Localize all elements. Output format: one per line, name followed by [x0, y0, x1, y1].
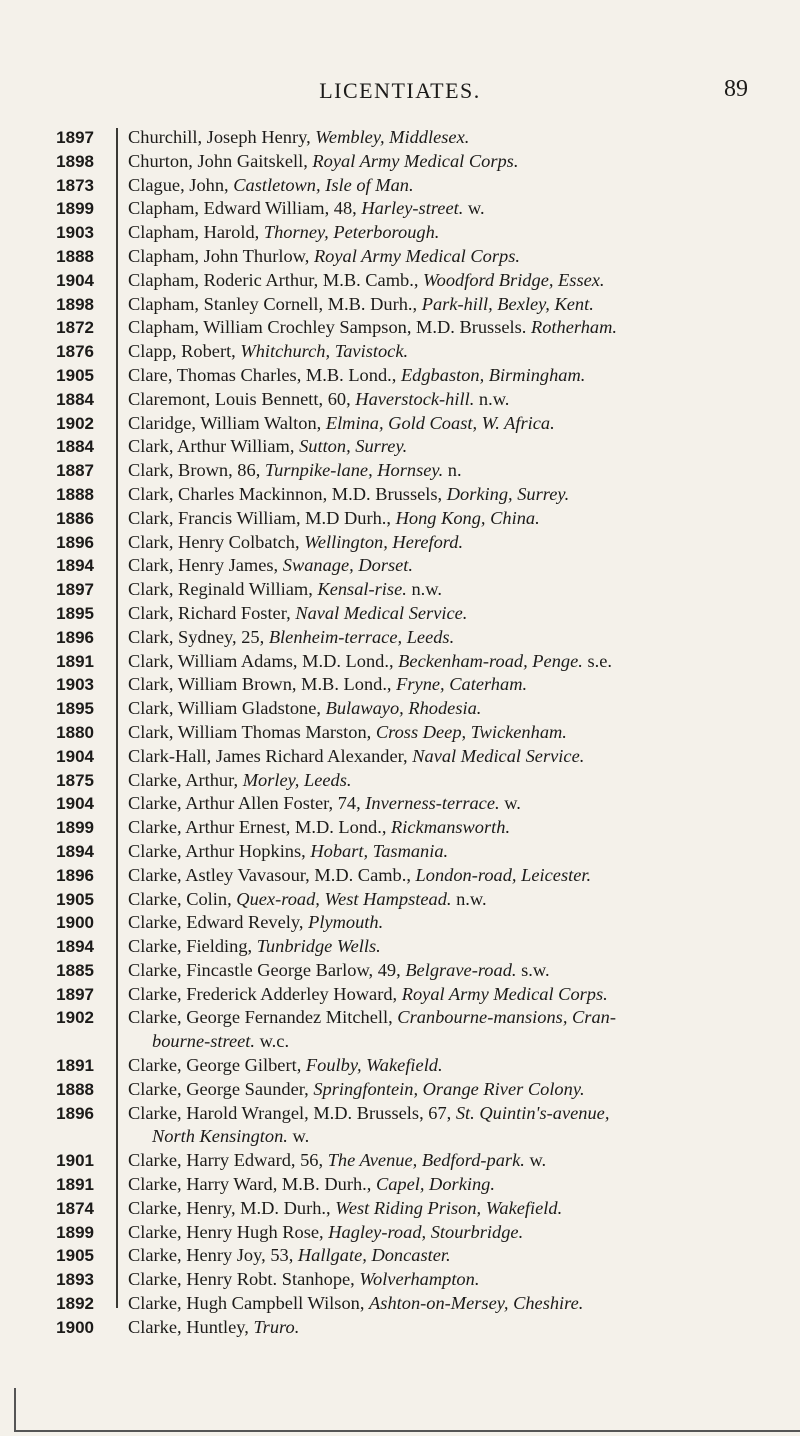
list-item — [0, 150, 800, 174]
entry-name: Clark, William Adams, M.D. Lond., — [128, 650, 399, 671]
list-item — [0, 769, 800, 793]
entry-location: Capel, Dorking. — [375, 1174, 495, 1195]
list-item — [0, 459, 800, 483]
page-edge-shadow — [0, 1388, 800, 1436]
entry-district: w. — [463, 198, 485, 219]
entry-year: 1873 — [56, 175, 94, 195]
entry-location: The Avenue, Bedford-park. — [327, 1150, 525, 1171]
entry-location: Blenheim-terrace, Leeds. — [268, 626, 455, 647]
entry-text — [128, 507, 756, 531]
entry-name: Clarke, George Fernandez Mitchell, — [128, 1007, 398, 1028]
entry-name: Clapham, Harold, — [128, 222, 264, 243]
entry-year: 1895 — [56, 603, 94, 623]
list-item — [0, 245, 800, 269]
entry-name: Clarke, Henry, M.D. Durh., — [128, 1197, 336, 1218]
list-item — [0, 697, 800, 721]
entry-text — [128, 364, 756, 388]
list-item — [0, 578, 800, 602]
list-item — [0, 959, 800, 983]
entry-location: Belgrave-road. — [405, 959, 517, 980]
entry-name: Clarke, Arthur Ernest, M.D. Lond., — [128, 817, 392, 838]
entry-location: Swanage, Dorset. — [282, 555, 414, 576]
entry-year: 1891 — [56, 1056, 94, 1076]
list-item — [0, 316, 800, 340]
entry-location: Harley-street. — [361, 198, 464, 219]
entry-location: Naval Medical Service. — [412, 745, 585, 766]
entry-year: 1896 — [56, 532, 94, 552]
entry-district: s.e. — [582, 650, 612, 671]
entry-year: 1888 — [56, 484, 94, 504]
entry-name: Clark, Brown, 86, — [128, 460, 265, 481]
entry-text — [128, 959, 756, 983]
entry-name: Clarke, Harry Edward, 56, — [128, 1150, 328, 1171]
entry-text — [128, 578, 756, 602]
entry-location: Royal Army Medical Corps. — [401, 983, 608, 1004]
entry-text — [128, 221, 756, 245]
list-item — [0, 435, 800, 459]
list-item — [0, 650, 800, 674]
entry-text — [128, 626, 756, 650]
entry-location: Naval Medical Service. — [295, 602, 468, 623]
entry-name: Clare, Thomas Charles, M.B. Lond., — [128, 364, 401, 385]
entry-name: Clarke, Henry Hugh Rose, — [128, 1221, 329, 1242]
entry-text — [128, 792, 756, 816]
entry-text — [128, 1078, 756, 1102]
list-item — [0, 1292, 800, 1316]
entry-location-continued: bourne-street. — [152, 1031, 255, 1052]
entry-year: 1901 — [56, 1151, 94, 1171]
entry-location: Park-hill, Bexley, Kent. — [421, 293, 594, 314]
entry-text — [128, 412, 756, 436]
list-item — [0, 1102, 800, 1150]
entry-location: Turnpike-lane, Hornsey. — [264, 460, 444, 481]
list-item — [0, 1221, 800, 1245]
list-item — [0, 983, 800, 1007]
entry-name: Clarke, George Gilbert, — [128, 1055, 306, 1076]
entry-name: Clarke, Hugh Campbell Wilson, — [128, 1293, 370, 1314]
entry-text — [128, 721, 756, 745]
entry-name: Clarke, Arthur Allen Foster, 74, — [128, 793, 366, 814]
entry-text — [128, 840, 756, 864]
entry-name: Clarke, Frederick Adderley Howard, — [128, 983, 402, 1004]
list-item — [0, 1316, 800, 1340]
entry-location: Elmina, Gold Coast, W. Africa. — [325, 412, 555, 433]
list-item — [0, 840, 800, 864]
entry-text — [128, 316, 756, 340]
entry-name: Clarke, Harold Wrangel, M.D. Brussels, 67, — [128, 1102, 456, 1123]
list-item — [0, 364, 800, 388]
entry-location: Hong Kong, China. — [395, 507, 540, 528]
page-header — [0, 78, 800, 112]
entry-text — [128, 269, 756, 293]
entry-location: Castletown, Isle of Man. — [233, 174, 414, 195]
entry-name: Clark, William Gladstone, — [128, 698, 326, 719]
entry-location: Hagley-road, Stourbridge. — [328, 1221, 524, 1242]
entry-name: Clague, John, — [128, 174, 234, 195]
list-item — [0, 935, 800, 959]
entry-location: Royal Army Medical Corps. — [312, 150, 519, 171]
entry-name: Clarke, Edward Revely, — [128, 912, 309, 933]
list-item — [0, 1054, 800, 1078]
entry-text — [128, 174, 756, 198]
entry-year: 1899 — [56, 1222, 94, 1242]
licentiates-list — [0, 126, 800, 1340]
entry-name: Clark, Arthur William, — [128, 436, 300, 457]
entry-location: Woodford Bridge, Essex. — [423, 269, 605, 290]
entry-year: 1885 — [56, 960, 94, 980]
entry-year: 1899 — [56, 199, 94, 219]
entry-year: 1896 — [56, 627, 94, 647]
list-item — [0, 507, 800, 531]
entry-location: Ashton-on-Mersey, Cheshire. — [369, 1293, 584, 1314]
entry-location: Cranbourne-mansions, Cran- — [397, 1007, 616, 1028]
entry-location: Foulby, Wakefield. — [305, 1055, 443, 1076]
list-item — [0, 483, 800, 507]
list-item — [0, 531, 800, 555]
entry-text — [128, 1316, 756, 1340]
entry-text — [128, 1292, 756, 1316]
entry-text — [128, 1006, 756, 1054]
entry-location: Truro. — [253, 1316, 300, 1337]
entry-text — [128, 816, 756, 840]
entry-name: Clapp, Robert, — [128, 341, 241, 362]
list-item — [0, 721, 800, 745]
entry-district: n.w. — [451, 888, 487, 909]
list-item — [0, 745, 800, 769]
entry-text — [128, 197, 756, 221]
entry-name: Clark, Sydney, 25, — [128, 626, 269, 647]
entry-year: 1892 — [56, 1294, 94, 1314]
entry-text — [128, 697, 756, 721]
entry-text — [128, 769, 756, 793]
entry-name: Clark, Charles Mackinnon, M.D. Brussels, — [128, 483, 447, 504]
list-item — [0, 864, 800, 888]
list-item — [0, 911, 800, 935]
list-item — [0, 174, 800, 198]
entry-location: Hallgate, Doncaster. — [297, 1245, 451, 1266]
entry-text — [128, 1221, 756, 1245]
list-item — [0, 1197, 800, 1221]
entry-text — [128, 673, 756, 697]
list-item — [0, 388, 800, 412]
entry-location: Bulawayo, Rhodesia. — [325, 698, 482, 719]
entry-location: Wellington, Hereford. — [304, 531, 464, 552]
entry-location: Rickmansworth. — [391, 817, 511, 838]
entry-year: 1896 — [56, 1103, 94, 1123]
entry-year: 1884 — [56, 437, 94, 457]
entry-district: s.w. — [516, 959, 550, 980]
entry-year: 1904 — [56, 270, 94, 290]
entry-name: Churchill, Joseph Henry, — [128, 127, 316, 147]
entry-location-continued: North Kensington. — [152, 1126, 288, 1147]
list-item — [0, 792, 800, 816]
list-item — [0, 221, 800, 245]
entry-location: West Riding Prison, Wakefield. — [335, 1197, 563, 1218]
list-item — [0, 1173, 800, 1197]
entry-location: Quex-road, West Hampstead. — [236, 888, 452, 909]
entry-text — [128, 531, 756, 555]
entry-location: Beckenham-road, Penge. — [398, 650, 583, 671]
entry-text — [128, 388, 756, 412]
entry-name: Claremont, Louis Bennett, 60, — [128, 388, 356, 409]
entry-year: 1884 — [56, 389, 94, 409]
entry-location: Thorney, Peterborough. — [263, 222, 440, 243]
entry-year: 1893 — [56, 1270, 94, 1290]
list-item — [0, 1149, 800, 1173]
entry-name: Clarke, Fincastle George Barlow, 49, — [128, 959, 406, 980]
entry-location: Morley, Leeds. — [242, 769, 352, 790]
entry-year: 1875 — [56, 770, 94, 790]
entry-district: w.c. — [255, 1031, 290, 1052]
entry-text — [128, 650, 756, 674]
entry-location: Cross Deep, Twickenham. — [375, 721, 567, 742]
entry-text — [128, 126, 756, 150]
list-item — [0, 673, 800, 697]
entry-name: Clarke, Henry Joy, 53, — [128, 1245, 298, 1266]
entry-text — [128, 602, 756, 626]
entry-name: Clark, Francis William, M.D Durh., — [128, 507, 396, 528]
entry-text — [128, 340, 756, 364]
entry-year: 1886 — [56, 508, 94, 528]
list-item — [0, 1244, 800, 1268]
running-title: LICENTIATES. — [319, 78, 481, 103]
entry-name: Clapham, Edward William, 48, — [128, 198, 362, 219]
entry-location: Kensal-rise. — [317, 579, 407, 600]
entry-year: 1898 — [56, 151, 94, 171]
entry-year: 1904 — [56, 746, 94, 766]
entry-continuation — [128, 1030, 756, 1054]
entry-district: w. — [524, 1150, 547, 1171]
entry-name: Clarke, Harry Ward, M.B. Durh., — [128, 1174, 376, 1195]
entry-year: 1891 — [56, 651, 94, 671]
list-item — [0, 554, 800, 578]
entry-year: 1894 — [56, 556, 94, 576]
entry-district: n.w. — [406, 579, 442, 600]
entry-location: Springfontein, Orange River Colony. — [313, 1078, 585, 1099]
list-item — [0, 1006, 800, 1054]
entry-district: w. — [499, 793, 521, 814]
entry-year: 1891 — [56, 1175, 94, 1195]
entry-location: Wolverhampton. — [359, 1269, 480, 1290]
entry-location: Edgbaston, Birmingham. — [400, 364, 586, 385]
entry-year: 1903 — [56, 223, 94, 243]
entry-continuation — [128, 1125, 756, 1149]
entry-district: n.w. — [474, 388, 510, 409]
entry-text — [128, 745, 756, 769]
list-item — [0, 293, 800, 317]
entry-year: 1905 — [56, 889, 94, 909]
entry-location: St. Quintin's-avenue, — [455, 1102, 610, 1123]
entry-name: Clarke, Henry Robt. Stanhope, — [128, 1269, 360, 1290]
entry-text — [128, 864, 756, 888]
entry-text — [128, 150, 756, 174]
entry-location: Rotherham. — [530, 317, 617, 338]
entry-text — [128, 435, 756, 459]
entry-text — [128, 888, 756, 912]
entry-location: Haverstock-hill. — [355, 388, 475, 409]
list-item — [0, 269, 800, 293]
entry-name: Clarke, Arthur, — [128, 769, 243, 790]
list-item — [0, 1078, 800, 1102]
entry-year: 1905 — [56, 365, 94, 385]
entry-year: 1900 — [56, 1317, 94, 1337]
entry-district: w. — [287, 1126, 310, 1147]
entry-name: Clark, Reginald William, — [128, 579, 318, 600]
entry-text — [128, 1197, 756, 1221]
entry-text — [128, 1149, 756, 1173]
entry-year: 1898 — [56, 294, 94, 314]
entry-text — [128, 1102, 756, 1150]
entry-year: 1880 — [56, 722, 94, 742]
entry-location: Sutton, Surrey. — [299, 436, 408, 457]
entry-location: Tunbridge Wells. — [256, 936, 381, 957]
entry-text — [128, 1268, 756, 1292]
entry-name: Clarke, Huntley, — [128, 1316, 254, 1337]
entry-name: Clarke, Fielding, — [128, 936, 257, 957]
list-item — [0, 340, 800, 364]
entry-name: Clark, Richard Foster, — [128, 602, 296, 623]
list-item — [0, 1268, 800, 1292]
entry-text — [128, 554, 756, 578]
entry-year: 1888 — [56, 1079, 94, 1099]
entry-year: 1905 — [56, 1246, 94, 1266]
entry-year: 1904 — [56, 794, 94, 814]
entry-year: 1876 — [56, 342, 94, 362]
entry-year: 1897 — [56, 984, 94, 1004]
entry-name: Clark, William Thomas Marston, — [128, 721, 376, 742]
list-item — [0, 626, 800, 650]
entry-location: Inverness-terrace. — [365, 793, 500, 814]
entry-year: 1900 — [56, 913, 94, 933]
entry-year: 1894 — [56, 937, 94, 957]
entry-location: Whitchurch, Tavistock. — [240, 341, 409, 362]
entry-name: Clapham, William Crochley Sampson, M.D. Brussels. — [128, 317, 531, 338]
list-item — [0, 412, 800, 436]
entry-name: Clark, William Brown, M.B. Lond., — [128, 674, 397, 695]
entry-year: 1897 — [56, 580, 94, 600]
entry-year: 1897 — [56, 128, 94, 147]
entry-location: Wembley, Middlesex. — [315, 127, 470, 147]
entry-name: Clarke, George Saunder, — [128, 1078, 314, 1099]
entry-year: 1872 — [56, 318, 94, 338]
entry-name: Clark-Hall, James Richard Alexander, — [128, 745, 413, 766]
entry-name: Claridge, William Walton, — [128, 412, 326, 433]
entry-text — [128, 1244, 756, 1268]
entry-text — [128, 935, 756, 959]
list-item — [0, 126, 800, 150]
entry-text — [128, 293, 756, 317]
entry-district: n. — [443, 460, 462, 481]
list-item — [0, 888, 800, 912]
entry-text — [128, 1054, 756, 1078]
entry-year: 1903 — [56, 675, 94, 695]
entry-name: Clapham, John Thurlow, — [128, 245, 314, 266]
entry-year: 1874 — [56, 1198, 94, 1218]
entry-text — [128, 911, 756, 935]
entry-text — [128, 459, 756, 483]
entry-year: 1902 — [56, 1008, 94, 1028]
entry-year: 1895 — [56, 699, 94, 719]
list-item — [0, 602, 800, 626]
entry-year: 1902 — [56, 413, 94, 433]
entry-year: 1894 — [56, 841, 94, 861]
entry-name: Clark, Henry Colbatch, — [128, 531, 305, 552]
entry-location: Fryne, Caterham. — [396, 674, 528, 695]
entry-name: Churton, John Gaitskell, — [128, 150, 313, 171]
list-item — [0, 816, 800, 840]
entry-year: 1888 — [56, 246, 94, 266]
entry-location: Royal Army Medical Corps. — [313, 245, 520, 266]
entry-location: Dorking, Surrey. — [446, 483, 570, 504]
entry-name: Clapham, Roderic Arthur, M.B. Camb., — [128, 269, 424, 290]
entry-name: Clarke, Astley Vavasour, M.D. Camb., — [128, 864, 416, 885]
entry-location: Hobart, Tasmania. — [310, 840, 449, 861]
entry-location: Plymouth. — [308, 912, 384, 933]
entry-name: Clapham, Stanley Cornell, M.B. Durh., — [128, 293, 422, 314]
entry-text — [128, 983, 756, 1007]
list-item — [0, 197, 800, 221]
entry-location: London-road, Leicester. — [415, 864, 592, 885]
entry-text — [128, 245, 756, 269]
entry-name: Clarke, Colin, — [128, 888, 237, 909]
entry-name: Clark, Henry James, — [128, 555, 283, 576]
entry-year: 1887 — [56, 461, 94, 481]
entry-year: 1899 — [56, 818, 94, 838]
page-number: 89 — [724, 76, 748, 102]
entry-year: 1896 — [56, 865, 94, 885]
entry-text — [128, 483, 756, 507]
entry-name: Clarke, Arthur Hopkins, — [128, 840, 311, 861]
entry-text — [128, 1173, 756, 1197]
